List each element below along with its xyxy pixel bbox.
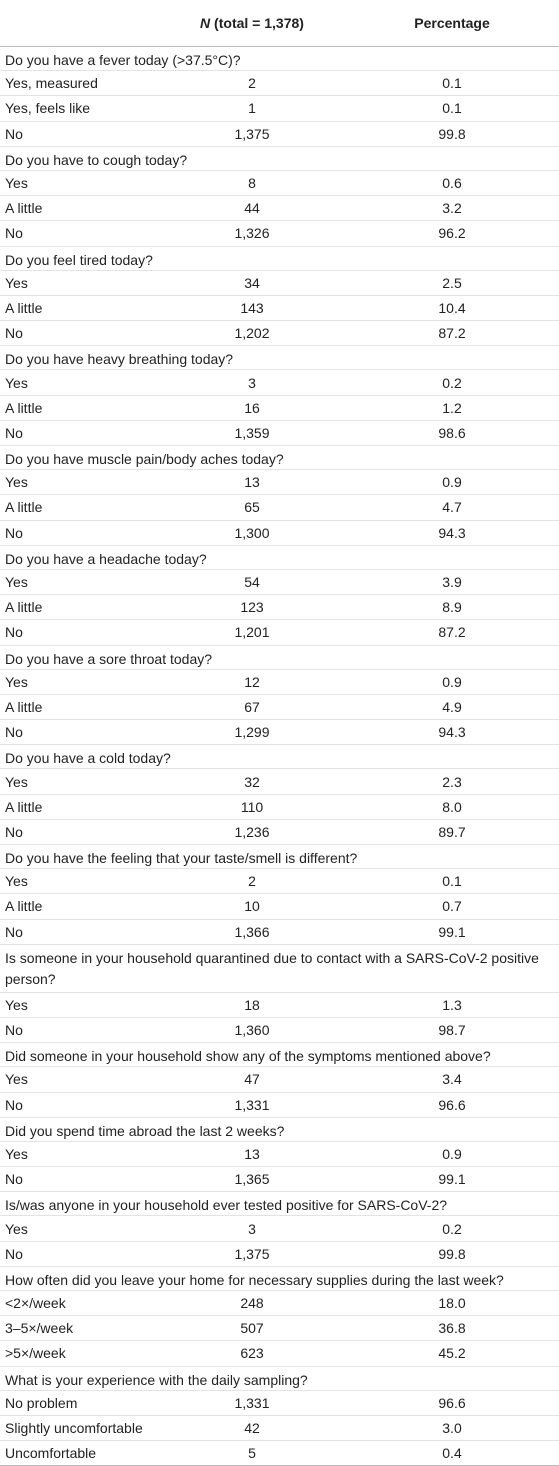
answer-cell: No problem [5, 1394, 78, 1411]
count-cell: 1,375 [234, 1245, 270, 1262]
percentage-cell: 0.7 [442, 898, 462, 915]
percentage-cell: 0.6 [442, 175, 462, 192]
answer-cell: A little [5, 200, 43, 217]
count-cell: 507 [240, 1320, 264, 1337]
percentage-cell: 98.6 [438, 424, 466, 441]
table-row [0, 993, 559, 1018]
answer-cell: No [5, 424, 23, 441]
answer-cell: A little [5, 399, 43, 416]
question-row: Is someone in your household quarantined due to contact with a SARS-CoV-2 positive person? [0, 945, 559, 993]
table-row [0, 670, 559, 695]
count-cell: 34 [244, 274, 260, 291]
answer-cell: Yes, feels like [5, 100, 91, 117]
percentage-cell: 98.7 [438, 1022, 466, 1039]
count-cell: 1,359 [234, 424, 270, 441]
answer-cell: 3–5×/week [5, 1320, 74, 1337]
header-percentage-column: Percentage [414, 15, 490, 31]
question-row: Do you have a sore throat today? [0, 646, 559, 670]
answer-cell: Yes [5, 474, 28, 491]
table-row [0, 620, 559, 645]
count-cell: 110 [240, 798, 264, 815]
answer-cell: Yes [5, 175, 28, 192]
question-row: Do you have the feeling that your taste/smell is different? [0, 845, 559, 869]
answer-cell: A little [5, 898, 43, 915]
percentage-cell: 2.3 [442, 773, 462, 790]
percentage-cell: 0.2 [442, 1220, 462, 1237]
header-n-total: (total = 1,378) [210, 15, 304, 31]
question-row: Do you have to cough today? [0, 147, 559, 171]
count-cell: 1,331 [234, 1394, 270, 1411]
percentage-cell: 96.6 [438, 1096, 466, 1113]
answer-cell: No [5, 225, 23, 242]
count-cell: 1,331 [234, 1096, 270, 1113]
answer-cell: No [5, 1245, 23, 1262]
count-cell: 2 [248, 75, 256, 92]
table-row [0, 869, 559, 894]
table-row [0, 1391, 559, 1416]
count-cell: 1,300 [234, 524, 270, 541]
percentage-cell: 4.7 [442, 499, 462, 516]
percentage-cell: 87.2 [438, 325, 466, 342]
percentage-cell: 96.2 [438, 225, 466, 242]
table-row [0, 370, 559, 395]
answer-cell: A little [5, 698, 43, 715]
percentage-cell: 3.2 [442, 200, 462, 217]
count-cell: 44 [244, 200, 260, 217]
table-row [0, 1416, 559, 1441]
header-n-column [152, 15, 352, 31]
answer-cell: A little [5, 499, 43, 516]
percentage-cell: 10.4 [438, 299, 466, 316]
count-cell: 13 [244, 1145, 260, 1162]
table-row [0, 720, 559, 745]
percentage-cell: 0.1 [442, 75, 462, 92]
percentage-cell: 1.2 [442, 399, 462, 416]
table-row [0, 1341, 559, 1366]
answer-cell: No [5, 823, 23, 840]
percentage-cell: 3.9 [442, 574, 462, 591]
table-row [0, 570, 559, 595]
table-row [0, 1142, 559, 1167]
table-row [0, 521, 559, 546]
count-cell: 1,326 [234, 225, 270, 242]
table-row [0, 96, 559, 121]
percentage-cell: 89.7 [438, 823, 466, 840]
count-cell: 248 [240, 1295, 264, 1312]
percentage-cell: 8.0 [442, 798, 462, 815]
question-row: Do you have a fever today (>37.5°C)? [0, 47, 559, 71]
percentage-cell: 18.0 [438, 1295, 466, 1312]
percentage-cell: 0.4 [442, 1445, 462, 1462]
table-row [0, 321, 559, 346]
answer-cell: Yes [5, 773, 28, 790]
answer-cell: No [5, 923, 23, 940]
count-cell: 5 [248, 1445, 256, 1462]
table-row [0, 171, 559, 196]
table-row [0, 196, 559, 221]
percentage-cell: 99.1 [438, 1171, 466, 1188]
percentage-cell: 0.9 [442, 673, 462, 690]
answer-cell: Yes [5, 1220, 28, 1237]
answer-cell: Slightly uncomfortable [5, 1420, 143, 1437]
table-row [0, 894, 559, 919]
table-row [0, 820, 559, 845]
count-cell: 65 [244, 499, 260, 516]
answer-cell: <2×/week [5, 1295, 66, 1312]
percentage-cell: 0.9 [442, 474, 462, 491]
question-row: What is your experience with the daily sampling? [0, 1367, 559, 1391]
answer-cell: Yes [5, 274, 28, 291]
percentage-cell: 0.1 [442, 100, 462, 117]
question-row: Is/was anyone in your household ever tested positive for SARS-CoV-2? [0, 1192, 559, 1216]
table-body [0, 47, 559, 1466]
question-row: How often did you leave your home for necessary supplies during the last week? [0, 1267, 559, 1291]
question-row: Do you feel tired today? [0, 247, 559, 271]
percentage-cell: 36.8 [438, 1320, 466, 1337]
count-cell: 1,375 [234, 125, 270, 142]
count-cell: 1 [248, 100, 256, 117]
answer-cell: Yes [5, 996, 28, 1013]
count-cell: 13 [244, 474, 260, 491]
answer-cell: >5×/week [5, 1345, 66, 1362]
count-cell: 1,299 [234, 724, 270, 741]
answer-cell: Yes [5, 673, 28, 690]
count-cell: 16 [244, 399, 260, 416]
percentage-cell: 94.3 [438, 724, 466, 741]
answer-cell: No [5, 325, 23, 342]
count-cell: 1,360 [234, 1022, 270, 1039]
percentage-cell: 1.3 [442, 996, 462, 1013]
table-row [0, 795, 559, 820]
count-cell: 1,365 [234, 1171, 270, 1188]
table-row [0, 221, 559, 246]
percentage-cell: 94.3 [438, 524, 466, 541]
percentage-cell: 0.9 [442, 1145, 462, 1162]
table-row [0, 1441, 559, 1466]
table-row [0, 271, 559, 296]
count-cell: 32 [244, 773, 260, 790]
count-cell: 8 [248, 175, 256, 192]
answer-cell: No [5, 724, 23, 741]
count-cell: 1,366 [234, 923, 270, 940]
percentage-cell: 0.1 [442, 873, 462, 890]
answer-cell: Uncomfortable [5, 1445, 97, 1462]
count-cell: 623 [240, 1345, 264, 1362]
percentage-cell: 0.2 [442, 374, 462, 391]
table-row [0, 421, 559, 446]
count-cell: 3 [248, 374, 256, 391]
count-cell: 1,201 [234, 624, 270, 641]
table-row [0, 1067, 559, 1092]
question-row: Do you have heavy breathing today? [0, 346, 559, 370]
table-row [0, 1316, 559, 1341]
table-row [0, 71, 559, 96]
table-row [0, 595, 559, 620]
count-cell: 123 [240, 599, 264, 616]
table-row [0, 1291, 559, 1316]
table-row [0, 920, 559, 945]
table-row [0, 396, 559, 421]
count-cell: 47 [244, 1071, 260, 1088]
answer-cell: Yes [5, 873, 28, 890]
percentage-cell: 3.4 [442, 1071, 462, 1088]
count-cell: 1,236 [234, 823, 270, 840]
table-row [0, 769, 559, 794]
question-row: Do you have a cold today? [0, 745, 559, 769]
question-row: Do you have a headache today? [0, 546, 559, 570]
percentage-cell: 8.9 [442, 599, 462, 616]
answer-cell: No [5, 524, 23, 541]
percentage-cell: 87.2 [438, 624, 466, 641]
header-n-symbol: N [200, 15, 211, 31]
answer-cell: A little [5, 599, 43, 616]
percentage-cell: 2.5 [442, 274, 462, 291]
table-row [0, 1093, 559, 1118]
count-cell: 42 [244, 1420, 260, 1437]
percentage-cell: 99.8 [438, 125, 466, 142]
count-cell: 12 [244, 673, 260, 690]
answer-cell: Yes, measured [5, 75, 98, 92]
count-cell: 143 [240, 299, 264, 316]
table-row [0, 122, 559, 147]
table-row [0, 296, 559, 321]
answer-cell: No [5, 1022, 23, 1039]
answer-cell: Yes [5, 1145, 28, 1162]
answer-cell: No [5, 1171, 23, 1188]
count-cell: 2 [248, 873, 256, 890]
percentage-cell: 96.6 [438, 1394, 466, 1411]
question-row: Did someone in your household show any of the symptoms mentioned above? [0, 1043, 559, 1067]
count-cell: 10 [244, 898, 260, 915]
count-cell: 1,202 [234, 325, 270, 342]
table-row [0, 470, 559, 495]
count-cell: 18 [244, 996, 260, 1013]
answer-cell: Yes [5, 1071, 28, 1088]
count-cell: 54 [244, 574, 260, 591]
table-row [0, 1167, 559, 1192]
question-row: Do you have muscle pain/body aches today? [0, 446, 559, 470]
table-header [0, 0, 559, 47]
answer-cell: Yes [5, 374, 28, 391]
answer-cell: A little [5, 798, 43, 815]
table-row [0, 495, 559, 520]
percentage-cell: 99.8 [438, 1245, 466, 1262]
table-row [0, 1018, 559, 1043]
answer-cell: A little [5, 299, 43, 316]
answer-cell: No [5, 624, 23, 641]
table-row [0, 695, 559, 720]
question-row: Did you spend time abroad the last 2 weeks? [0, 1118, 559, 1142]
table-row [0, 1216, 559, 1241]
percentage-cell: 3.0 [442, 1420, 462, 1437]
answer-cell: Yes [5, 574, 28, 591]
count-cell: 67 [244, 698, 260, 715]
answer-cell: No [5, 125, 23, 142]
table-row [0, 1242, 559, 1267]
percentage-cell: 99.1 [438, 923, 466, 940]
count-cell: 3 [248, 1220, 256, 1237]
answer-cell: No [5, 1096, 23, 1113]
percentage-cell: 45.2 [438, 1345, 466, 1362]
percentage-cell: 4.9 [442, 698, 462, 715]
